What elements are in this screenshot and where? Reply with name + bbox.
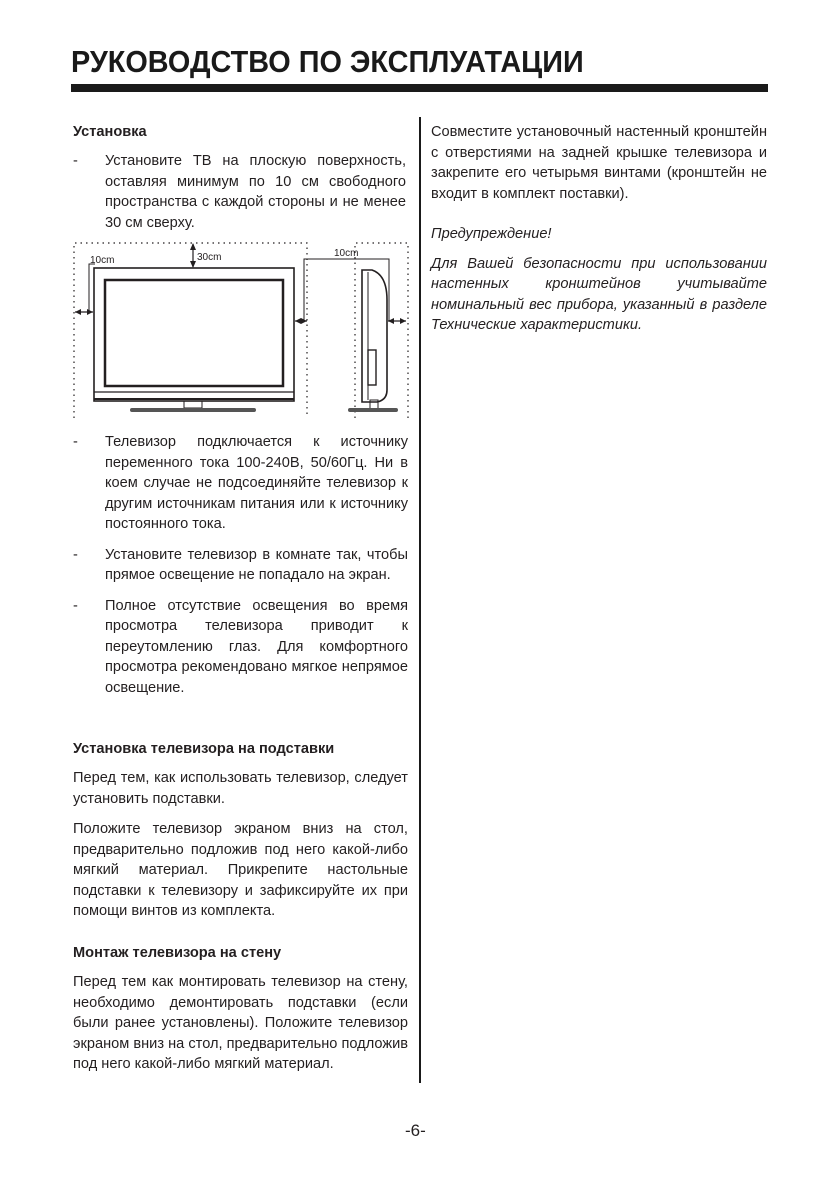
page-title: РУКОВОДСТВО ПО ЭКСПЛУАТАЦИИ (71, 44, 584, 79)
section-heading-wall: Монтаж телевизора на стену (73, 945, 282, 961)
warning-title: Предупреждение! (431, 226, 552, 242)
page-number: -6- (405, 1121, 426, 1140)
bullet-dash: - (73, 153, 78, 169)
list-item: - Полное отсутствие освещения во время просмотра телевизора приводит к переутомлению глаз. Для комфортного просмотра рекомендовано мягкое непрямое освещение. (73, 597, 408, 696)
list-item: - Телевизор подключается к источнику переменного тока 100-240В, 50/60Гц. Ни в коем случае не подсоединяйте телевизор к другим источникам питания или к источнику постоянного тока. (73, 434, 408, 532)
list-item: - Установите ТВ на плоскую поверхность, оставляя минимум по 10 см свободного пространства с каждой стороны и не менее 30 см сверху. (73, 151, 408, 233)
stand-section: Установка телевизора на подставки Перед тем, как использовать телевизор, следует установить подставки. Положите телевизор экраном вниз на стол, предварительно подложив под него какой-либо мягкий материал. Прикрепите настольные подставки к телевизору и зафиксируйте их при помощи винтов из комплекта. (73, 741, 408, 919)
wall-section: Монтаж телевизора на стену Перед тем как монтировать телевизор на стену, необходимо демонтировать подставки (если были ранее установлены). Положите телевизор экраном вниз на стол, предварительно подложив под него какой-либо мягкий материал. (73, 945, 408, 1072)
title-rule (71, 84, 768, 92)
label-30cm: 30cm (197, 252, 222, 263)
section-heading-stand: Установка телевизора на подставки (73, 741, 335, 757)
column-divider (419, 117, 421, 1083)
section-heading-install: Установка (73, 124, 147, 140)
left-column-bullets (73, 432, 408, 698)
list-item: - Установите телевизор в комнате так, чтобы прямое освещение не попадало на экран. (73, 546, 408, 583)
svg-text:10cm: 10cm (90, 255, 115, 266)
right-column: Совместите установочный настенный кронштейн с отверстиями на задней крышке телевизора и закрепите его четырьмя винтами (кронштейн не входит в комплект поставки). Предупреждение! Для Вашей безопасности при использовании настенных кронштейнов учитывайте номинальный вес прибора, указанный в разделе Технические характеристики. (431, 122, 767, 336)
svg-text:10cm: 10cm (334, 248, 359, 259)
tv-clearance-diagram (72, 240, 412, 418)
warning-text: Для Вашей безопасности при использовании настенных кронштейнов учитывайте номинальный вес прибора, указанный в разделе Технические характеристики. (431, 255, 767, 333)
left-column (73, 122, 408, 233)
